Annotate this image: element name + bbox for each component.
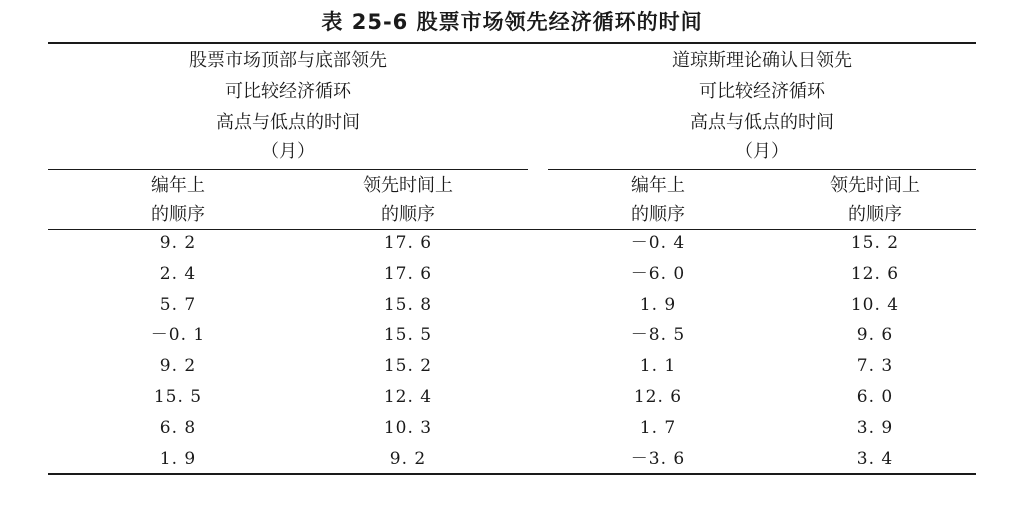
column-header-left-chronological <box>88 171 268 229</box>
header-bottom-rule <box>48 229 976 230</box>
top-rule <box>48 42 976 44</box>
group-header-unit: （月） <box>735 141 789 162</box>
table-cell: 2. 4 <box>159 263 197 284</box>
column-header-line: 的顺序 <box>848 204 902 225</box>
table-cell: －3. 6 <box>630 448 686 469</box>
group-header-line: 股票市场顶部与底部领先 <box>189 50 387 71</box>
table-cell: 5. 7 <box>159 294 197 315</box>
column-header-line: 领先时间上 <box>363 175 453 196</box>
bottom-rule <box>48 473 976 475</box>
table-cell: 15. 8 <box>383 294 433 315</box>
table-cell: 9. 6 <box>856 325 894 346</box>
table-cell: 3. 9 <box>856 417 894 438</box>
table-cell: 9. 2 <box>159 356 197 377</box>
group-header-line: 可比较经济循环 <box>225 81 351 102</box>
table-cell: 1. 9 <box>159 448 197 469</box>
group-header-left <box>48 45 528 165</box>
group-header-unit: （月） <box>261 141 315 162</box>
table-cell: 12. 4 <box>383 387 433 407</box>
table-cell: －0. 4 <box>630 233 686 253</box>
table-cell: 9. 2 <box>159 233 197 253</box>
group-header-right <box>548 45 976 165</box>
table-cell: 17. 6 <box>383 233 433 253</box>
table-cell: 12. 6 <box>850 263 900 284</box>
table-cell: 10. 3 <box>383 417 433 438</box>
group-header-line: 高点与低点的时间 <box>690 112 834 133</box>
table-cell: 1. 1 <box>639 356 677 377</box>
column-header-line: 的顺序 <box>381 204 435 225</box>
table-cell: －6. 0 <box>630 263 686 284</box>
table-cell: 17. 6 <box>383 263 433 284</box>
group-rule-left <box>48 169 528 170</box>
table-cell: 10. 4 <box>850 294 900 315</box>
table-cell: 6. 0 <box>856 387 894 407</box>
table-cell: 15. 2 <box>383 356 433 377</box>
group-rule-right <box>548 169 976 170</box>
column-header-line: 的顺序 <box>631 204 685 225</box>
table-cell: 15. 5 <box>383 325 433 346</box>
table-cell: －8. 5 <box>630 325 686 346</box>
table-cell: 1. 9 <box>639 294 677 315</box>
column-header-line: 编年上 <box>631 175 685 196</box>
table-cell: 15. 2 <box>850 233 900 253</box>
table-cell: 15. 5 <box>153 387 203 407</box>
table-cell: 12. 6 <box>633 387 683 407</box>
group-header-line: 可比较经济循环 <box>699 81 825 102</box>
table-cell: 7. 3 <box>856 356 894 377</box>
group-header-line: 高点与低点的时间 <box>216 112 360 133</box>
table-cell: 9. 2 <box>389 448 427 469</box>
table-cell: 6. 8 <box>159 417 197 438</box>
column-header-left-lead-order <box>318 171 498 229</box>
table-cell: 1. 7 <box>639 417 677 438</box>
column-header-line: 的顺序 <box>151 204 205 225</box>
group-header-line: 道琼斯理论确认日领先 <box>672 50 852 71</box>
column-header-right-lead-order <box>785 171 965 229</box>
table-cell: －0. 1 <box>150 325 206 346</box>
column-header-right-chronological <box>568 171 748 229</box>
table-caption: 表 25-6 股票市场领先经济循环的时间 <box>321 10 703 34</box>
column-header-line: 编年上 <box>151 175 205 196</box>
column-header-line: 领先时间上 <box>830 175 920 196</box>
table-cell: 3. 4 <box>856 448 894 469</box>
